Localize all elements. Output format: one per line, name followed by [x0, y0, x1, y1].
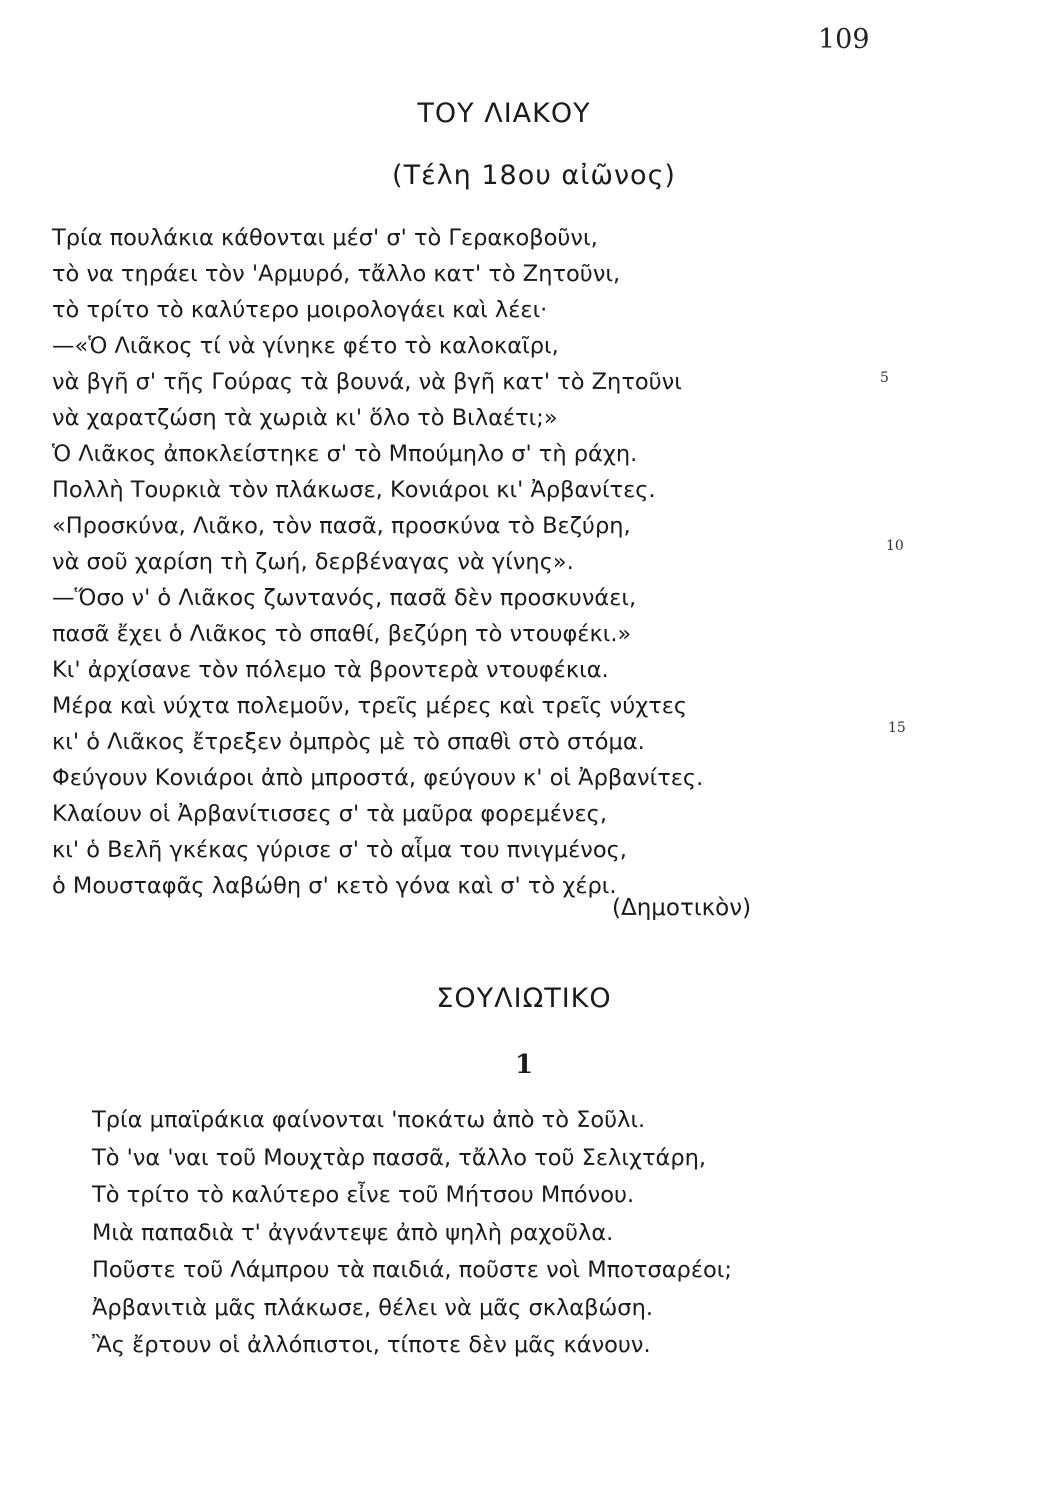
line-number: 5: [880, 370, 889, 386]
verse-line: Ποῦστε τοῦ Λάμπρου τὰ παιδιά, ποῦστε νοὶ Μποτσαρέοι;: [92, 1257, 732, 1283]
verse-line: τὸ τρίτο τὸ καλύτερο μοιρολογάει καὶ λέει·: [52, 297, 548, 323]
poem-title: ΤΟΥ ΛΙΑΚΟΥ: [417, 98, 591, 129]
page-number: 109: [818, 24, 870, 55]
poem-lines: [92, 1102, 732, 1365]
verse-line: κι' ὁ Βελῆ γκέκας γύρισε σ' τὸ αἷμα του πνιγμένος,: [52, 837, 627, 863]
verse-line: Μιὰ παπαδιὰ τ' ἀγνάντεψε ἀπὸ ψηλὴ ραχοῦλα.: [92, 1219, 614, 1246]
line-number: 10: [886, 538, 904, 554]
verse-line: Τὸ τρίτο τὸ καλύτερο εἶνε τοῦ Μήτσου Μπόνου.: [92, 1182, 635, 1208]
verse-line: κι' ὁ Λιᾶκος ἔτρεξεν ὀμπρὸς μὲ τὸ σπαθὶ στὸ στόμα.: [52, 729, 645, 755]
verse-line: Ὁ Λιᾶκος ἀποκλείστηκε σ' τὸ Μπούμηλο σ' τὴ ράχη.: [52, 441, 638, 467]
verse-line: νὰ βγῆ σ' τῆς Γούρας τὰ βουνά, νὰ βγῆ κατ' τὸ Ζητοῦνι: [52, 369, 682, 395]
verse-line: —Ὅσο ν' ὁ Λιᾶκος ζωντανός, πασᾶ δὲν προσκυνάει,: [52, 585, 637, 611]
line-number: 15: [888, 720, 906, 736]
poem-title: ΣΟΥΛΙΩΤΙΚΟ: [436, 983, 612, 1014]
verse-line: ὁ Μουσταφᾶς λαβώθη σ' κετὸ γόνα καὶ σ' τὸ χέρι.: [52, 873, 617, 899]
verse-line: τὸ να τηράει τὸν 'Αρμυρό, τἄλλο κατ' τὸ Ζητοῦνι,: [52, 261, 621, 287]
poem-subtitle: (Τέλη 18ου αἰῶνος): [392, 160, 676, 191]
verse-line: Τρία πουλάκια κάθονται μέσ' σ' τὸ Γερακοβοῦνι,: [52, 225, 598, 251]
poem-source: (Δημοτικὸν): [612, 895, 752, 921]
verse-line: νὰ χαρατζώση τὰ χωριὰ κι' ὅλο τὸ Βιλαέτι;»: [52, 405, 558, 431]
verse-line: Φεύγουν Κονιάροι ἀπὸ μπροστά, φεύγουν κ' οἱ Ἀρβανίτες.: [52, 765, 704, 791]
verse-line: Κλαίουν οἱ Ἀρβανίτισσες σ' τὰ μαῦρα φορεμένες,: [52, 801, 607, 827]
verse-line: Ἀρβανιτιὰ μᾶς πλάκωσε, θέλει νὰ μᾶς σκλαβώση.: [92, 1294, 653, 1321]
verse-line: Τρία μπαϊράκια φαίνονται 'ποκάτω ἀπὸ τὸ Σοῦλι.: [92, 1107, 646, 1133]
verse-line: πασᾶ ἔχει ὁ Λιᾶκος τὸ σπαθί, βεζύρη τὸ ντουφέκι.»: [52, 621, 632, 647]
verse-line: Ἂς ἔρτουν οἱ ἀλλόπιστοι, τίποτε δὲν μᾶς κάνουν.: [92, 1332, 651, 1358]
verse-line: —«Ὁ Λιᾶκος τί νὰ γίνηκε φέτο τὸ καλοκαῖρι,: [52, 333, 559, 359]
verse-line: Τὸ 'να 'ναι τοῦ Μουχτὰρ πασσᾶ, τἄλλο τοῦ Σελιχτάρη,: [92, 1144, 707, 1171]
verse-line: Πολλὴ Τουρκιὰ τὸν πλάκωσε, Κονιάροι κι' Ἀρβανίτες.: [52, 477, 656, 503]
verse-line: Κι' ἀρχίσανε τὸν πόλεμο τὰ βροντερὰ ντουφέκια.: [52, 657, 609, 683]
poem-number: 1: [514, 1050, 534, 1080]
verse-line: «Προσκύνα, Λιᾶκο, τὸν πασᾶ, προσκύνα τὸ Βεζύρη,: [52, 513, 631, 539]
poem-lines: [52, 220, 703, 904]
verse-line: Μέρα καὶ νύχτα πολεμοῦν, τρεῖς μέρες καὶ τρεῖς νύχτες: [52, 693, 688, 719]
verse-line: νὰ σοῦ χαρίση τὴ ζωή, δερβέναγας νὰ γίνης».: [52, 549, 574, 575]
